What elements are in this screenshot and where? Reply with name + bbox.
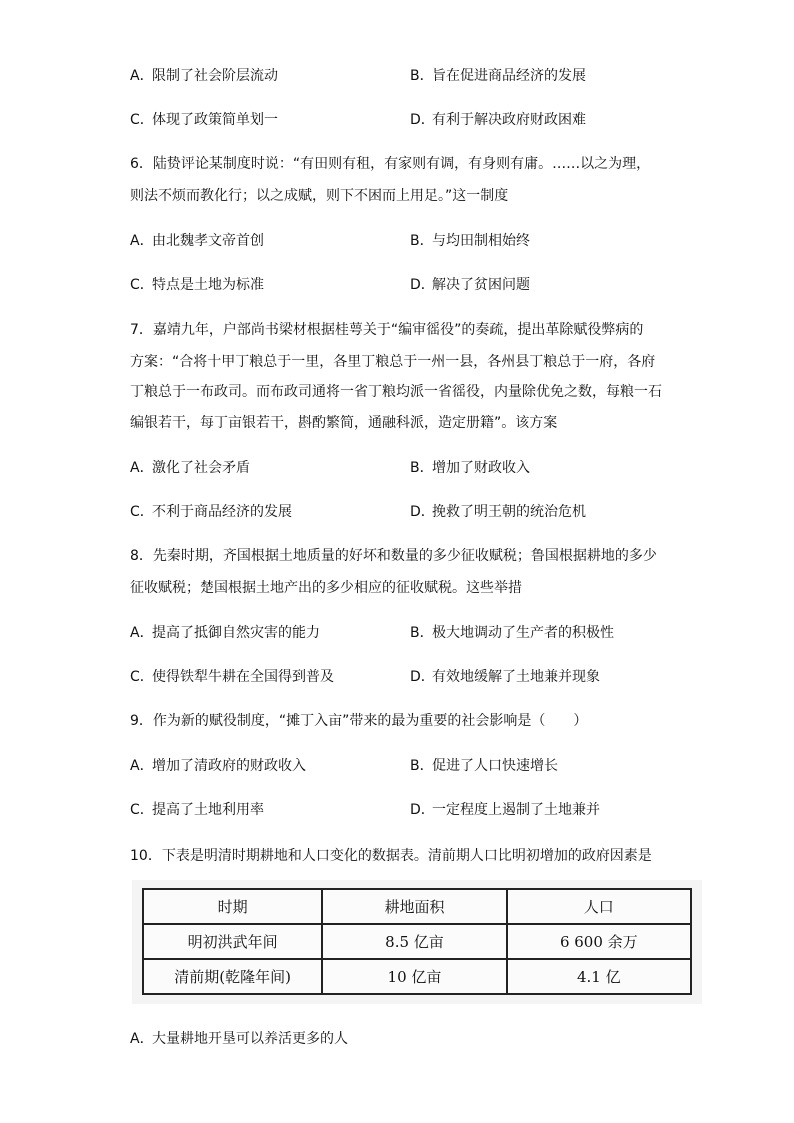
q7-stem-line: 方案：“合将十甲丁粮总于一里，各里丁粮总于一州一县，各州县丁粮总于一府，各府 — [130, 354, 656, 370]
option-text: 提高了土地利用率 — [152, 802, 264, 818]
option-letter: C． — [130, 112, 154, 128]
q9-option-b[interactable] — [410, 756, 558, 776]
q9-stem-line: 9．作为新的赋役制度，“摊丁入亩”带来的最为重要的社会影响是（ ） — [130, 713, 588, 729]
option-text: 旨在促进商品经济的发展 — [432, 68, 586, 84]
q8-stem-line: 8．先秦时期，齐国根据土地质量的好坏和数量的多少征收赋税；鲁国根据耕地的多少 — [130, 548, 657, 564]
q5-option-b[interactable] — [410, 66, 586, 86]
table-cell: 10 亿亩 — [322, 959, 506, 994]
table-row — [143, 924, 691, 959]
option-text: 提高了抵御自然灾害的能力 — [152, 625, 320, 641]
q6-stem-line: 6．陆贽评论某制度时说：“有田则有租，有家则有调，有身则有庸。……以之为理， — [130, 156, 651, 172]
q7-option-b[interactable] — [410, 458, 530, 478]
option-text: 限制了社会阶层流动 — [152, 68, 278, 84]
q5-option-d[interactable] — [410, 110, 586, 130]
q9-option-d[interactable] — [410, 800, 600, 820]
q8-stem-line: 征收赋税；楚国根据土地产出的多少相应的征收赋税。这些举措 — [130, 580, 522, 596]
data-table — [142, 888, 692, 995]
q8-option-d[interactable] — [410, 667, 600, 687]
q8-option-c[interactable] — [130, 667, 334, 687]
option-letter: D． — [410, 669, 435, 685]
option-letter: B． — [410, 233, 434, 249]
option-letter: C． — [130, 802, 154, 818]
option-letter: A． — [130, 1031, 154, 1047]
q7-stem-line: 编银若干，每丁亩银若干，斟酌繁简，通融科派，造定册籍”。该方案 — [130, 415, 558, 431]
option-text: 一定程度上遏制了土地兼并 — [432, 802, 600, 818]
option-text: 增加了清政府的财政收入 — [152, 758, 306, 774]
q8-option-b[interactable] — [410, 623, 614, 643]
option-text: 与均田制相始终 — [432, 233, 530, 249]
table-cell: 清前期(乾隆年间) — [143, 959, 322, 994]
q10-stem-line: 10．下表是明清时期耕地和人口变化的数据表。清前期人口比明初增加的政府因素是 — [130, 848, 652, 864]
q7-stem-line: 7．嘉靖九年，户部尚书梁材根据桂萼关于“编审徭役”的奏疏，提出革除赋役弊病的 — [130, 322, 644, 338]
table-header-row — [143, 889, 691, 924]
option-text: 不利于商品经济的发展 — [152, 504, 292, 520]
data-table-image — [132, 880, 702, 1004]
q9-option-c[interactable] — [130, 800, 264, 820]
table-cell: 明初洪武年间 — [143, 924, 322, 959]
q10-option-a[interactable] — [130, 1029, 348, 1049]
option-letter: B． — [410, 460, 434, 476]
option-text: 促进了人口快速增长 — [432, 758, 558, 774]
option-letter: A． — [130, 758, 154, 774]
q6-option-a[interactable] — [130, 231, 264, 251]
q7-stem-line: 丁粮总于一布政司。而布政司通将一省丁粮均派一省徭役，内量除优免之数，每粮一石 — [130, 384, 662, 400]
table-cell: 4.1 亿 — [507, 959, 691, 994]
q6-stem-line: 则法不烦而教化行；以之成赋，则下不困而上用足。”这一制度 — [130, 188, 509, 204]
q9-option-a[interactable] — [130, 756, 306, 776]
table-row — [143, 959, 691, 994]
option-text: 由北魏孝文帝首创 — [152, 233, 264, 249]
option-letter: C． — [130, 277, 154, 293]
option-letter: A． — [130, 460, 154, 476]
option-letter: A． — [130, 625, 154, 641]
q6-option-c[interactable] — [130, 275, 264, 295]
option-text: 挽救了明王朝的统治危机 — [432, 504, 586, 520]
q8-option-a[interactable] — [130, 623, 320, 643]
q6-option-b[interactable] — [410, 231, 530, 251]
option-text: 增加了财政收入 — [432, 460, 530, 476]
table-cell: 6 600 余万 — [507, 924, 691, 959]
q5-option-c[interactable] — [130, 110, 278, 130]
q6-option-d[interactable] — [410, 275, 530, 295]
option-letter: C． — [130, 504, 154, 520]
option-letter: B． — [410, 68, 434, 84]
q7-option-a[interactable] — [130, 458, 250, 478]
option-letter: C． — [130, 669, 154, 685]
option-letter: B． — [410, 758, 434, 774]
option-text: 极大地调动了生产者的积极性 — [432, 625, 614, 641]
option-letter: D． — [410, 277, 435, 293]
table-header-cell: 耕地面积 — [322, 889, 506, 924]
option-text: 解决了贫困问题 — [432, 277, 530, 293]
table-header-cell: 人口 — [507, 889, 691, 924]
q5-option-a[interactable] — [130, 66, 278, 86]
option-letter: B． — [410, 625, 434, 641]
option-text: 使得铁犁牛耕在全国得到普及 — [152, 669, 334, 685]
option-letter: A． — [130, 68, 154, 84]
option-letter: A． — [130, 233, 154, 249]
q7-option-d[interactable] — [410, 502, 586, 522]
option-text: 大量耕地开垦可以养活更多的人 — [152, 1031, 348, 1047]
table-cell: 8.5 亿亩 — [322, 924, 506, 959]
q7-option-c[interactable] — [130, 502, 292, 522]
table-header-cell: 时期 — [143, 889, 322, 924]
option-letter: D． — [410, 802, 435, 818]
option-text: 体现了政策简单划一 — [152, 112, 278, 128]
option-text: 有利于解决政府财政困难 — [432, 112, 586, 128]
option-letter: D． — [410, 112, 435, 128]
option-letter: D． — [410, 504, 435, 520]
option-text: 特点是土地为标准 — [152, 277, 264, 293]
option-text: 激化了社会矛盾 — [152, 460, 250, 476]
option-text: 有效地缓解了土地兼并现象 — [432, 669, 600, 685]
